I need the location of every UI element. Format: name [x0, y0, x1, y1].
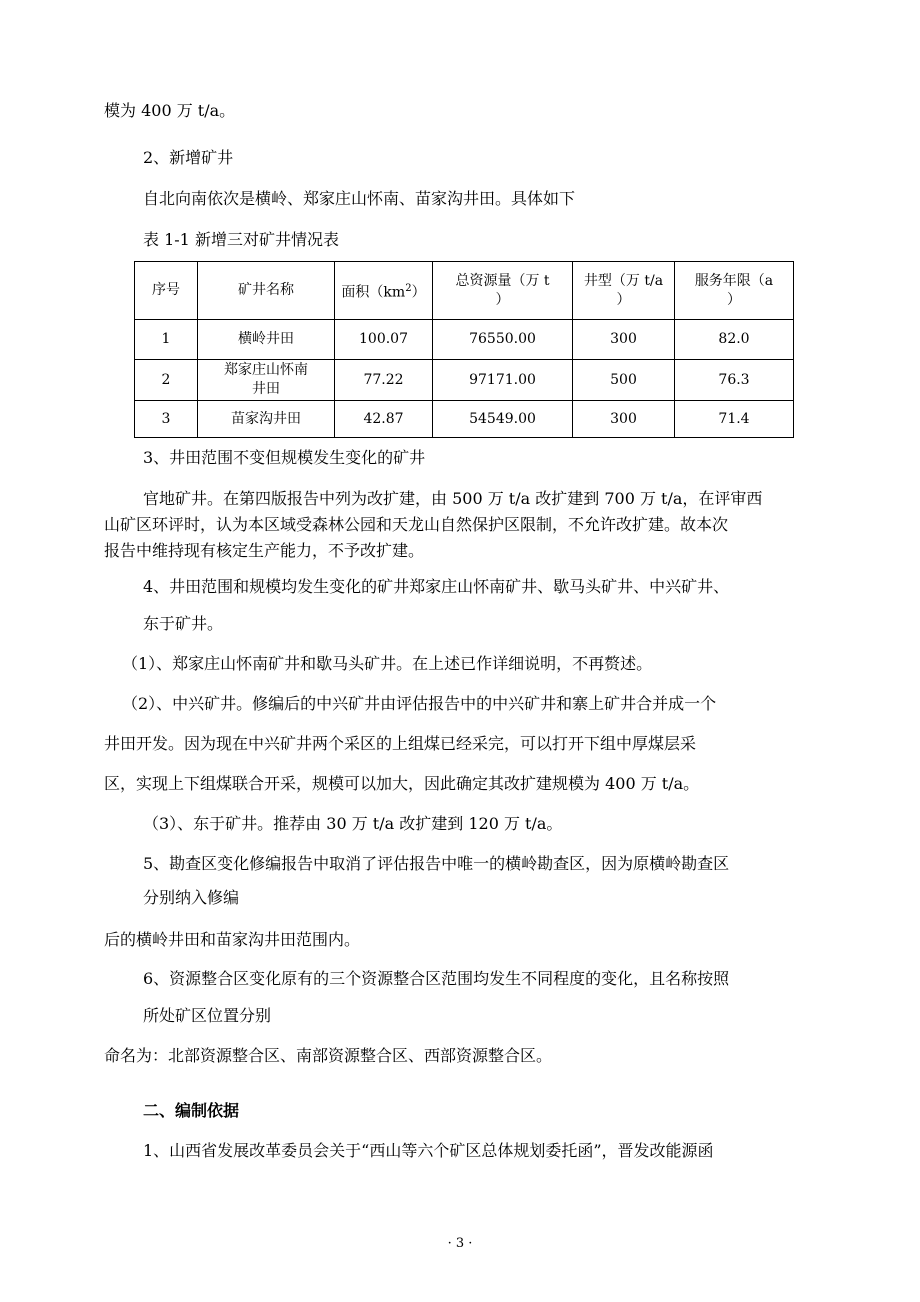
- text-line: 5、勘查区变化修编报告中取消了评估报告中唯一的横岭勘查区，因为原横岭勘查区: [143, 854, 730, 873]
- table-row: [135, 360, 794, 401]
- text-line: 分别纳入修编: [143, 888, 240, 907]
- cell-area: 77.22: [335, 360, 433, 401]
- text-line: （1）、郑家庄山怀南矿井和歇马头矿井。在上述已作详细说明，不再赘述。: [122, 654, 653, 673]
- header-life: 服务年限（a ）: [675, 262, 794, 320]
- subheading-scale-change: 3、井田范围不变但规模发生变化的矿井: [143, 448, 426, 467]
- cell-name: 郑家庄山怀南 井田: [198, 360, 335, 401]
- text-line: 报告中维持现有核定生产能力，不予改扩建。: [104, 541, 425, 560]
- subheading-new-mines: 2、新增矿井: [143, 148, 234, 167]
- text-line: （3）、东于矿井。推荐由 30 万 t/a 改扩建到 120 万 t/a。: [143, 814, 563, 833]
- text-line: 6、资源整合区变化原有的三个资源整合区范围均发生不同程度的变化，且名称按照: [143, 969, 730, 988]
- text-line: 1、山西省发展改革委员会关于“西山等六个矿区总体规划委托函”，晋发改能源函: [143, 1141, 714, 1160]
- cell-name: 横岭井田: [198, 320, 335, 360]
- header-type: 井型（万 t/a ）: [573, 262, 675, 320]
- cell-type: 500: [573, 360, 675, 401]
- cell-type: 300: [573, 401, 675, 438]
- text-line: （2）、中兴矿井。修编后的中兴矿井由评估报告中的中兴矿井和寨上矿井合并成一个: [122, 694, 717, 713]
- table-row: [135, 320, 794, 360]
- cell-no: 1: [135, 320, 198, 360]
- cell-area: 100.07: [335, 320, 433, 360]
- cell-no: 3: [135, 401, 198, 438]
- text-line: 官地矿井。在第四版报告中列为改扩建，由 500 万 t/a 改扩建到 700 万 t/a，在评审西: [143, 489, 763, 508]
- cell-reserves: 97171.00: [433, 360, 573, 401]
- text-line: 井田开发。因为现在中兴矿井两个采区的上组煤已经采完，可以打开下组中厚煤层采: [104, 734, 697, 753]
- text-line: 命名为：北部资源整合区、南部资源整合区、西部资源整合区。: [104, 1046, 553, 1065]
- cell-life: 82.0: [675, 320, 794, 360]
- text-line: 山矿区环评时，认为本区域受森林公园和天龙山自然保护区限制，不允许改扩建。故本次: [104, 515, 729, 534]
- cell-name: 苗家沟井田: [198, 401, 335, 438]
- text-line: 后的横岭井田和苗家沟井田范围内。: [104, 930, 361, 949]
- text-line: 自北向南依次是横岭、郑家庄山怀南、苗家沟井田。具体如下: [143, 189, 576, 208]
- text-line: 所处矿区位置分别: [143, 1006, 272, 1025]
- cell-reserves: 54549.00: [433, 401, 573, 438]
- cell-life: 76.3: [675, 360, 794, 401]
- header-reserves: 总资源量（万 t ）: [433, 262, 573, 320]
- cell-reserves: 76550.00: [433, 320, 573, 360]
- mines-table: [134, 261, 794, 438]
- page-number: · 3 ·: [447, 1236, 473, 1251]
- text-line: 4、井田范围和规模均发生变化的矿井郑家庄山怀南矿井、歇马头矿井、中兴矿井、: [143, 577, 730, 596]
- header-area: 面积$(km^2)$: [335, 262, 433, 320]
- header-no: 序号: [135, 262, 198, 320]
- table-caption: 表 1-1 新增三对矿井情况表: [143, 230, 339, 249]
- table-row: [135, 401, 794, 438]
- table-header-row: [135, 262, 794, 320]
- section-heading: 二、编制依据: [143, 1101, 240, 1120]
- cell-no: 2: [135, 360, 198, 401]
- header-name: 矿井名称: [198, 262, 335, 320]
- cell-area: 42.87: [335, 401, 433, 438]
- text-line: 东于矿井。: [143, 614, 224, 633]
- cell-type: 300: [573, 320, 675, 360]
- text-line: 区，实现上下组煤联合开采，规模可以加大，因此确定其改扩建规模为 400 万 t/a。: [104, 774, 700, 793]
- cell-life: 71.4: [675, 401, 794, 438]
- text-line: 模为 400 万 t/a。: [104, 101, 236, 120]
